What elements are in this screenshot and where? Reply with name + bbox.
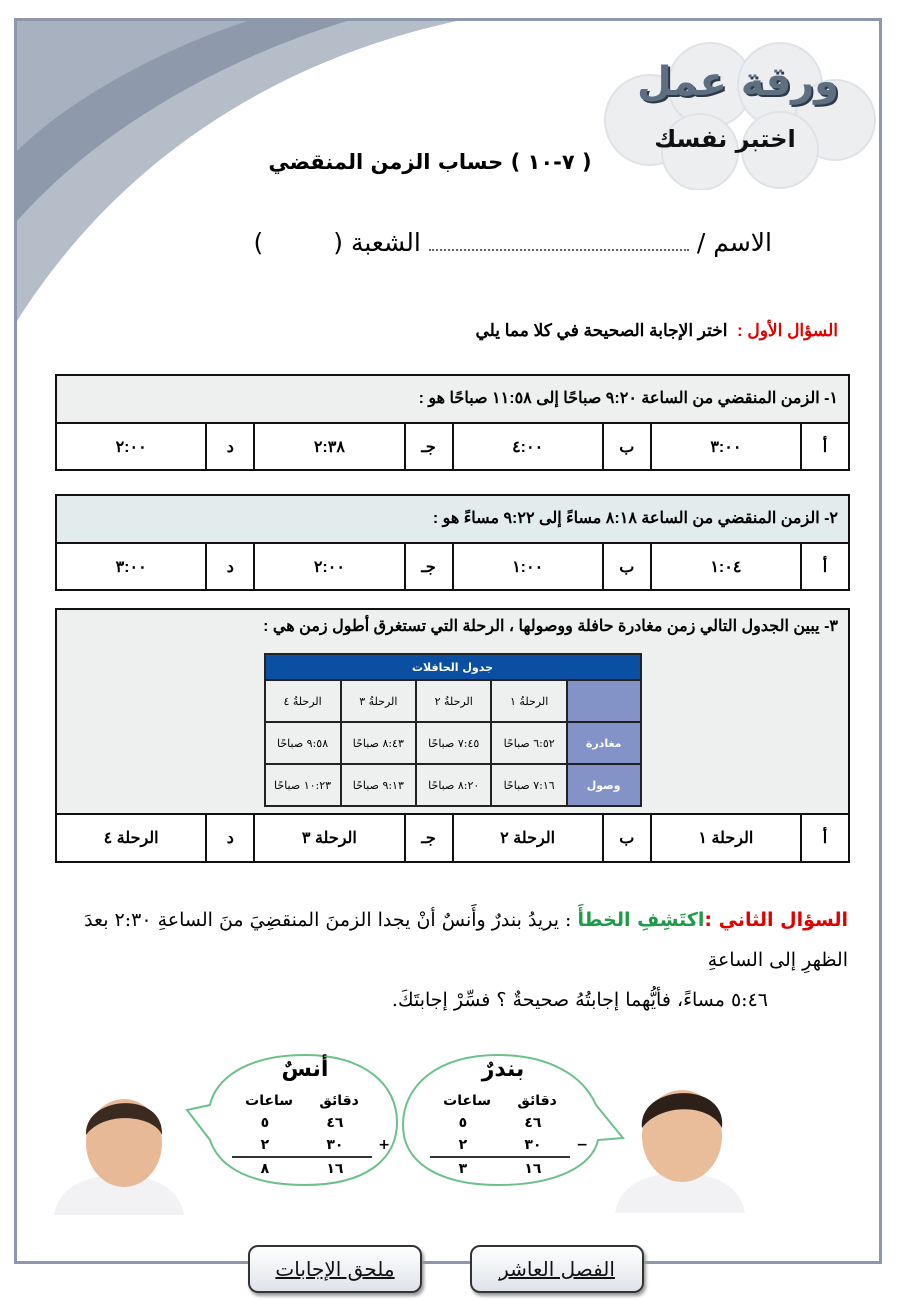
option-letter: ب [602,815,650,861]
cell: ٤٦ [524,1115,542,1131]
table-cell: ٨:٢٠ صباحًا [416,764,491,806]
anas-calculation [210,1050,400,1190]
result-cell: ١٦ [326,1161,344,1177]
table-cell: ٩:٥٨ صباحًا [265,722,341,764]
header-cell: الرحلةُ ١ [491,680,566,722]
header-cell: الرحلةُ ٢ [416,680,491,722]
row-label: مغادرة [567,722,641,764]
table-cell: ٧:٤٥ صباحًا [416,722,491,764]
option-letter: أ [800,424,848,470]
student-info [253,228,772,257]
calc-table [430,1090,588,1180]
worksheet-title: ورقة عمل [636,59,840,105]
option-b[interactable]: ٤:٠٠ [452,424,602,470]
option-letter: ب [602,424,650,470]
bandar-calculation [408,1050,598,1190]
table-row [265,764,641,806]
cell: ٢ [458,1137,468,1153]
option-letter: جـ [404,424,452,470]
section-label: الشعبة ( [333,228,421,257]
question-2-box [55,494,850,591]
header-cell: الرحلةُ ٣ [341,680,416,722]
chapter-ten-button[interactable]: الفصل العاشر [470,1245,644,1293]
question2-label: السؤال الثاني : [704,909,848,931]
minutes-header: دقائق [517,1093,557,1109]
lesson-title: ( ٧-١٠ ) حساب الزمن المنقضي [268,150,592,174]
option-letter: د [205,424,253,470]
cell: ٣٠ [524,1137,542,1153]
question2-text [48,900,848,1020]
question-text: ٢- الزمن المنقضي من الساعة ٨:١٨ مساءً إلى ٩:٢٢ مساءً هو : [57,496,848,544]
question1-heading [475,321,838,341]
option-letter: جـ [404,815,452,861]
option-letter: ب [602,544,650,590]
table-cell: ٨:٤٣ صباحًا [341,722,416,764]
header-cell: الرحلةُ ٤ [265,680,341,722]
corner-wave-decoration [17,21,477,341]
option-letter: د [205,544,253,590]
option-d[interactable]: ٣:٠٠ [115,559,147,576]
option-b[interactable]: الرحلة ٢ [452,815,602,861]
option-letter: د [205,815,253,861]
option-a[interactable]: ٣:٠٠ [650,424,800,470]
options-row [57,815,848,861]
anas-boy-image [44,1075,194,1215]
options-row [57,544,848,590]
row-label: وصول [567,764,641,806]
minutes-header: دقائق [319,1093,359,1109]
table-cell: ٩:١٣ صباحًا [341,764,416,806]
calc-table [232,1090,390,1180]
cell: ٤٦ [326,1115,344,1131]
cell: ٥ [260,1115,270,1131]
operator: − [576,1137,588,1153]
section-close: ) [253,228,264,257]
worksheet-subtitle: اختبر نفسك [654,125,796,153]
option-letter: أ [800,544,848,590]
answers-appendix-button[interactable]: ملحق الإجابات [248,1245,422,1293]
option-b[interactable]: ١:٠٠ [452,544,602,590]
corner-cell [567,680,641,722]
option-a[interactable]: ١:٠٤ [650,544,800,590]
find-the-error-tag: اكتَشِفِ الخطأَ [577,909,705,931]
options-row [57,424,848,470]
result-cell: ٨ [260,1161,270,1177]
name-field[interactable] [429,235,689,251]
option-c[interactable]: الرحلة ٣ [253,815,403,861]
option-letter: أ [800,815,848,861]
cell: ٢ [260,1137,270,1153]
bandar-boy-image [610,1068,750,1213]
question1-label: السؤال الأول : [736,321,838,340]
option-a[interactable]: الرحلة ١ [650,815,800,861]
cell: ٥ [458,1115,468,1131]
operator: + [378,1137,390,1153]
question1-instruction: اختر الإجابة الصحيحة في كلا مما يلي [475,321,728,340]
table-caption: جدول الحافلات [265,654,641,680]
cell: ٣٠ [326,1137,344,1153]
table-cell: ٦:٥٢ صباحًا [491,722,566,764]
table-cell: ٧:١٦ صباحًا [491,764,566,806]
result-cell: ١٦ [524,1161,542,1177]
option-letter: جـ [404,544,452,590]
result-cell: ٣ [458,1161,468,1177]
option-c[interactable]: ٢:٠٠ [253,544,403,590]
table-header-row [265,680,641,722]
option-c[interactable]: ٢:٣٨ [253,424,403,470]
anas-name: أنسٌ [281,1057,329,1082]
bandar-name: بندرٌ [481,1057,525,1082]
table-cell: ١٠:٢٣ صباحًا [265,764,341,806]
name-label: الاسم / [696,228,772,257]
question-3-box [55,608,850,863]
bus-schedule-table [264,653,642,807]
option-d[interactable]: ٢:٠٠ [115,439,147,456]
question-text: ٣- يبين الجدول التالي زمن مغادرة حافلة ووصولها ، الرحلة التي تستغرق أطول زمن هي : [263,618,838,635]
option-d[interactable]: الرحلة ٤ [103,830,159,847]
table-row [265,722,641,764]
question2-line1: : يريدُ بندرٌ وأَنسٌ أنْ يجدا الزمنَ المنقضِيَ منَ الساعةِ ٢:٣٠ بعدَ الظهرِ إلى الساعةِ [84,909,848,971]
hours-header: ساعات [443,1093,492,1109]
question2-line2: ٥:٤٦ مساءً، فأيُّهما إجابتُهُ صحيحةٌ ؟ فسِّرْ إجابتَكَ. [391,989,768,1011]
hours-header: ساعات [245,1093,294,1109]
question-1-box [55,374,850,471]
question-text: ١- الزمن المنقضي من الساعة ٩:٢٠ صباحًا إلى ١١:٥٨ صباحًا هو : [57,376,848,424]
